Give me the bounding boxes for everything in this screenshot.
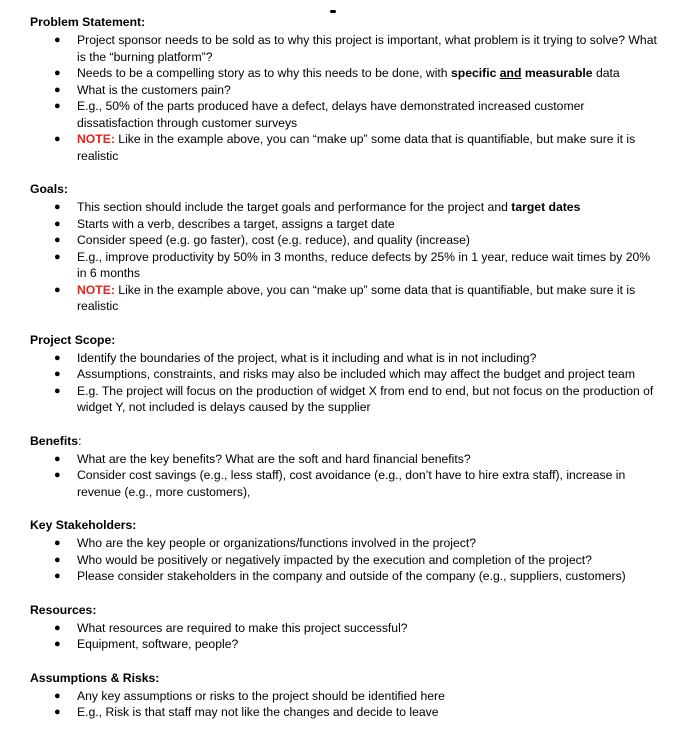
section-heading-text: Resources:: [30, 602, 97, 617]
list-item-text: target dates: [511, 200, 581, 214]
bullet-icon: ●: [54, 100, 61, 112]
section-heading: [30, 433, 660, 449]
list-item-text: Project sponsor needs to be sold as to why this project is important, what problem is it trying to solve? What is the “burning platform”?: [77, 33, 657, 64]
list-item-text: specific: [450, 66, 497, 80]
list-item-text: What resources are required to make this project successful?: [77, 620, 408, 635]
section-assumptions-risks: [30, 670, 660, 721]
note-label: NOTE:: [77, 282, 115, 297]
list-item: [30, 451, 660, 468]
section-heading-text: Goals:: [30, 182, 68, 196]
list-item-text: Consider speed (e.g. go faster), cost (e.g. reduce), and quality (increase): [77, 233, 470, 247]
bullet-icon: ●: [54, 570, 61, 582]
bullet-icon: ●: [54, 283, 61, 296]
bullet-icon: ●: [54, 553, 61, 566]
list-item: [30, 199, 660, 216]
bullet-icon: ●: [54, 638, 61, 650]
bullet-list: [30, 535, 660, 585]
list-item-text: Any key assumptions or risks to the project should be identified here: [77, 688, 445, 703]
section-project-scope: [30, 332, 660, 416]
list-item: [30, 131, 660, 164]
list-item: [30, 82, 660, 99]
document-body: [30, 14, 660, 721]
list-item: [30, 467, 660, 500]
list-item: [30, 704, 660, 721]
bullet-icon: ●: [54, 67, 61, 79]
list-item: [30, 535, 660, 552]
list-item-text: measurable: [524, 66, 593, 80]
bullet-icon: ●: [54, 133, 61, 145]
section-heading: [30, 670, 660, 686]
list-item-text: Equipment, software, people?: [77, 637, 239, 651]
section-heading-text: Problem Statement:: [30, 15, 146, 29]
list-item: [30, 688, 660, 705]
bullet-icon: ●: [54, 234, 61, 246]
cropped-text-fragment: [330, 10, 336, 13]
section-heading-text: Project Scope:: [30, 332, 116, 347]
bullet-icon: ●: [54, 621, 61, 634]
section-heading: [30, 602, 660, 618]
note-label: NOTE:: [77, 132, 115, 146]
list-item: [30, 249, 660, 282]
list-item: [30, 366, 660, 383]
bullet-icon: ●: [54, 706, 61, 718]
list-item: [30, 568, 660, 585]
bullet-icon: ●: [54, 689, 61, 702]
list-item: [30, 232, 660, 249]
bullet-icon: ●: [54, 469, 61, 481]
section-benefits: [30, 433, 660, 501]
list-item: [30, 32, 660, 65]
section-heading-suffix: :: [78, 433, 82, 448]
list-item-text: and: [499, 66, 522, 80]
bullet-list: [30, 350, 660, 416]
list-item-text: This section should include the target goals and performance for the project and: [77, 200, 512, 214]
bullet-icon: ●: [54, 384, 61, 397]
list-item-text: Consider cost savings (e.g., less staff), cost avoidance (e.g., don’t have to hire extra staff), increase in revenue (e.g., more customers),: [77, 468, 626, 499]
section-key-stakeholders: [30, 517, 660, 585]
list-item: [30, 350, 660, 367]
list-item: [30, 282, 660, 315]
list-item-text: Please consider stakeholders in the company and outside of the company (e.g., suppliers, customers): [77, 569, 626, 583]
section-resources: [30, 602, 660, 653]
list-item-text: Starts with a verb, describes a target, assigns a target date: [77, 216, 395, 231]
list-item-text: Who would be positively or negatively impacted by the execution and completion of the project?: [77, 552, 592, 567]
bullet-list: [30, 451, 660, 501]
section-heading-text: Key Stakeholders:: [30, 518, 137, 532]
list-item: [30, 636, 660, 653]
bullet-list: [30, 32, 660, 164]
list-item-text: Identify the boundaries of the project, what is it including and what is in not including?: [77, 350, 537, 365]
bullet-icon: ●: [54, 201, 61, 213]
list-item-text: Like in the example above, you can “make up” some data that is quantifiable, but make sure it is realistic: [77, 132, 636, 163]
list-item: [30, 65, 660, 82]
section-heading: [30, 517, 660, 533]
bullet-list: [30, 688, 660, 721]
list-item-text: Like in the example above, you can “make up” some data that is quantifiable, but make sure it is realistic: [77, 282, 636, 313]
list-item-text: data: [592, 66, 620, 80]
list-item-text: Assumptions, constraints, and risks may also be included which may affect the budget and project team: [77, 367, 635, 381]
bullet-icon: ●: [54, 217, 61, 230]
bullet-list: [30, 620, 660, 653]
list-item-text: E.g., improve productivity by 50% in 3 months, reduce defects by 25% in 1 year, reduce wait times by 20% in 6 months: [77, 249, 651, 280]
list-item-text: E.g., Risk is that staff may not like the changes and decide to leave: [77, 705, 439, 719]
bullet-icon: ●: [54, 537, 61, 549]
list-item: [30, 620, 660, 637]
bullet-icon: ●: [54, 83, 61, 96]
bullet-icon: ●: [54, 351, 61, 364]
bullet-list: [30, 199, 660, 315]
section-heading: [30, 332, 660, 348]
section-heading-text: Benefits: [30, 433, 79, 448]
list-item: [30, 216, 660, 233]
list-item: [30, 98, 660, 131]
section-heading: [30, 14, 660, 30]
list-item-text: What are the key benefits? What are the soft and hard financial benefits?: [77, 451, 471, 466]
list-item-text: What is the customers pain?: [77, 82, 231, 97]
list-item: [30, 552, 660, 569]
bullet-icon: ●: [54, 250, 61, 263]
section-heading: [30, 181, 660, 197]
bullet-icon: ●: [54, 34, 61, 46]
list-item-text: E.g. The project will focus on the production of widget X from end to end, but not focus on the production of widget Y, not included is delays caused by the supplier: [77, 383, 654, 414]
section-heading-text: Assumptions & Risks:: [30, 670, 160, 685]
list-item-text: E.g., 50% of the parts produced have a defect, delays have demonstrated increased customer dissatisfaction through customer surveys: [77, 99, 585, 130]
list-item-text: Who are the key people or organizations/functions involved in the project?: [77, 536, 477, 550]
bullet-icon: ●: [54, 452, 61, 465]
bullet-icon: ●: [54, 368, 61, 380]
section-problem-statement: [30, 14, 660, 164]
section-goals: [30, 181, 660, 315]
list-item: [30, 383, 660, 416]
list-item-text: Needs to be a compelling story as to why this needs to be done, with: [77, 66, 451, 80]
document-page: [30, 14, 660, 738]
